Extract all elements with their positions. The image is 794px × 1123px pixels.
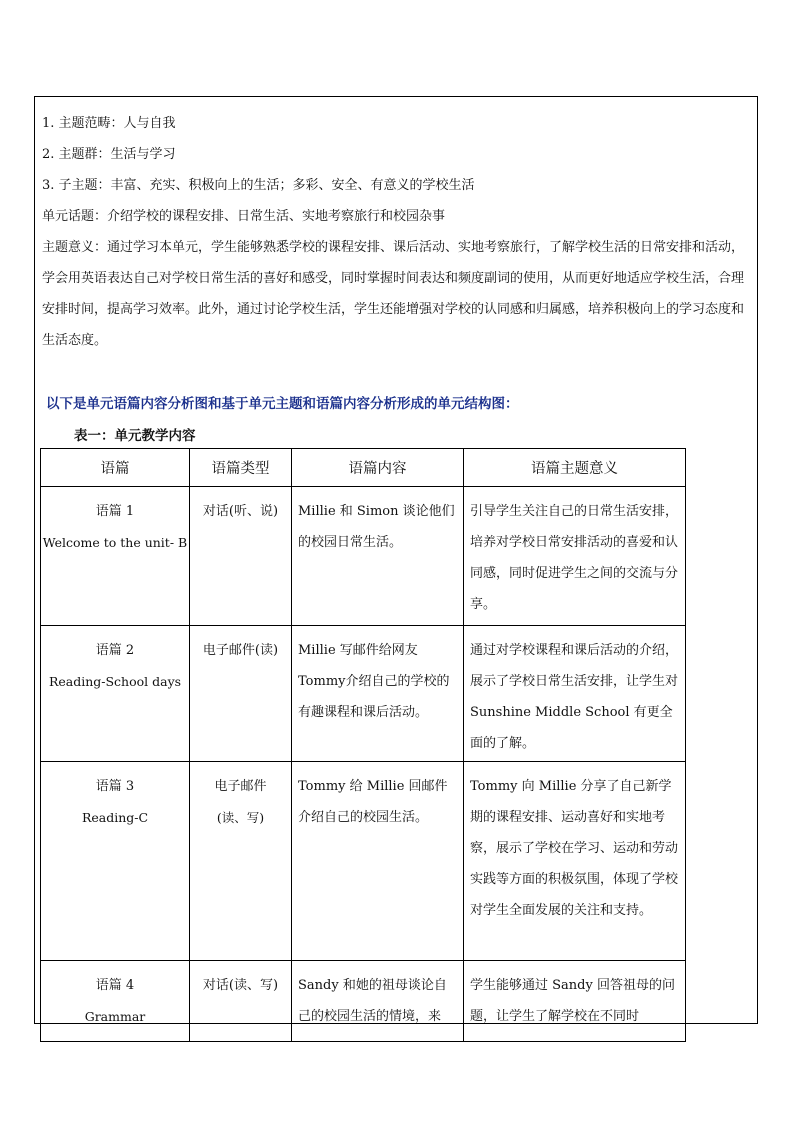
theme-category: 1. 主题范畴：人与自我 <box>42 116 176 131</box>
passage-title: Welcome to the unit- B <box>42 535 188 550</box>
passage-cell <box>41 961 190 1042</box>
passage-number: 语篇 2 <box>95 643 135 658</box>
passage-number: 语篇 3 <box>95 779 135 794</box>
passage-title: Grammar <box>84 1009 146 1024</box>
header-type: 语篇类型 <box>190 449 292 487</box>
content-cell: Tommy 给 Millie 回邮件介绍自己的校园生活。 <box>292 762 464 961</box>
table-row <box>41 487 686 626</box>
header-passage: 语篇 <box>41 449 190 487</box>
type-cell <box>190 762 292 961</box>
content-cell: Millie 写邮件给网友Tommy介绍自己的学校的有趣课程和课后活动。 <box>292 626 464 762</box>
header-content: 语篇内容 <box>292 449 464 487</box>
header-meaning: 语篇主题意义 <box>464 449 686 487</box>
theme-meaning-label: 主题意义： <box>42 240 108 255</box>
passage-cell <box>41 626 190 762</box>
table-row <box>41 961 686 1042</box>
unit-overview <box>42 108 754 356</box>
theme-meaning <box>42 232 754 356</box>
type-cell <box>190 487 292 626</box>
table-row <box>41 626 686 762</box>
table-header-row <box>41 449 686 487</box>
passage-type: 电子邮件(读) <box>202 643 279 658</box>
passage-title: Reading-School days <box>48 674 182 689</box>
type-cell <box>190 961 292 1042</box>
passage-type: 对话(读、写) <box>202 978 279 993</box>
unit-content-table <box>40 448 686 1042</box>
content-cell: Sandy 和她的祖母谈论自己的校园生活的情境，来 <box>292 961 464 1042</box>
passage-title: Reading-C <box>81 810 149 825</box>
theme-group: 2. 主题群：生活与学习 <box>42 147 176 162</box>
content-cell: Millie 和 Simon 谈论他们的校园日常生活。 <box>292 487 464 626</box>
passage-number: 语篇 1 <box>95 504 135 519</box>
table-row <box>41 762 686 961</box>
meaning-cell: 引导学生关注自己的日常生活安排，培养对学校日常安排活动的喜爱和认同感，同时促进学生之间的交流与分享。 <box>464 487 686 626</box>
section-heading: 以下是单元语篇内容分析图和基于单元主题和语篇内容分析形成的单元结构图： <box>46 396 519 412</box>
passage-type: 电子邮件 <box>214 779 267 794</box>
passage-cell <box>41 762 190 961</box>
sub-theme: 3. 子主题：丰富、充实、积极向上的生活；多彩、安全、有意义的学校生活 <box>42 178 475 193</box>
table-caption: 表一：单元教学内容 <box>74 428 196 444</box>
passage-type: 对话(听、说) <box>202 504 279 519</box>
meaning-cell: 学生能够通过 Sandy 回答祖母的问题，让学生了解学校在不同时 <box>464 961 686 1042</box>
meaning-cell: 通过对学校课程和课后活动的介绍，展示了学校日常生活安排，让学生对 Sunshine Middle School 有更全面的了解。 <box>464 626 686 762</box>
theme-meaning-text: 通过学习本单元，学生能够熟悉学校的课程安排、课后活动、实地考察旅行，了解学校生活的日常安排和活动，学会用英语表达自己对学校日常生活的喜好和感受，同时掌握时间表达和频度副词的使用，从而更好地适应学校生活，合理安排时间，提高学习效率。此外，通过讨论学校生活，学生还能增强对学校的认同感和归属感，培养积极向上的学习态度和生活态度。 <box>42 240 745 348</box>
type-cell <box>190 626 292 762</box>
passage-cell <box>41 487 190 626</box>
passage-number: 语篇 4 <box>95 978 135 993</box>
meaning-cell: Tommy 向 Millie 分享了自己新学期的课程安排、运动喜好和实地考察，展示了学校在学习、运动和劳动实践等方面的积极氛围，体现了学校对学生全面发展的关注和支持。 <box>464 762 686 961</box>
unit-topic: 单元话题：介绍学校的课程安排、日常生活、实地考察旅行和校园杂事 <box>42 209 446 224</box>
passage-type-detail: (读、写) <box>216 810 265 825</box>
